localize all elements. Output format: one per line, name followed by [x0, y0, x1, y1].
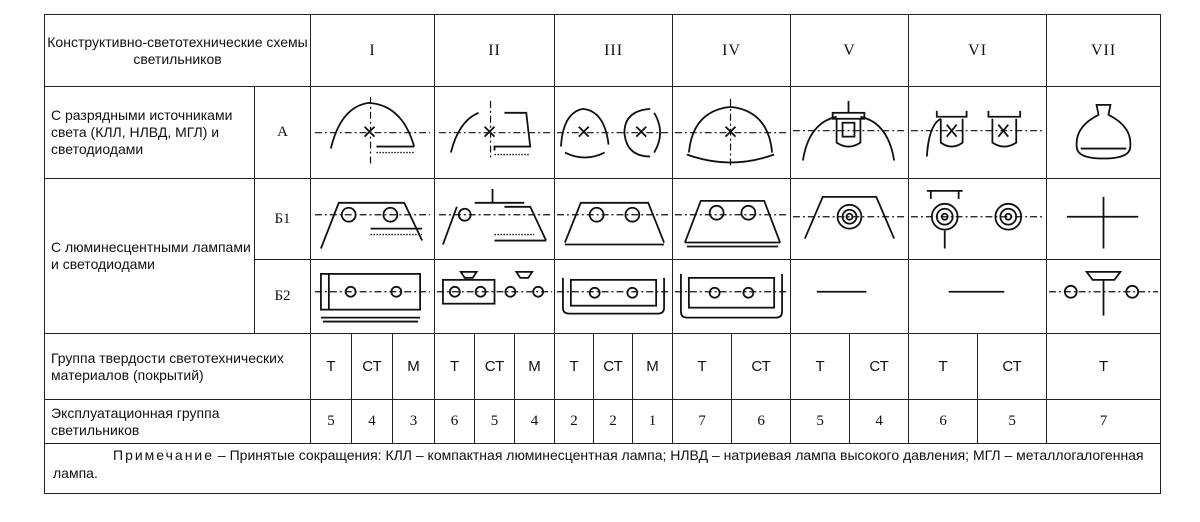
diagram-b2-vi: [909, 259, 1047, 333]
column-header-vi: VI: [909, 15, 1047, 87]
operational-value: 3: [393, 400, 435, 444]
hardness-value: Т: [311, 334, 352, 400]
column-header-ii: II: [435, 15, 555, 87]
hardness-value: М: [393, 334, 435, 400]
hardness-value: СТ: [732, 334, 791, 400]
column-header-vii: VII: [1047, 15, 1161, 87]
operational-value: 6: [435, 400, 475, 444]
diagram-a-iv: [673, 87, 791, 179]
row-code-b1: Б1: [255, 179, 311, 259]
hardness-value: Т: [791, 334, 850, 400]
diagram-b1-i: [311, 179, 435, 259]
diagram-b1-iv: [673, 179, 791, 259]
operational-value: 5: [311, 400, 352, 444]
hardness-value: СТ: [850, 334, 909, 400]
note-text: – Принятые сокращения: КЛЛ – компактная люминесцентная лампа; НЛВД – натриевая лампа высокого давления; МГЛ – металлогалогенная лампа.: [53, 447, 1144, 482]
note-cell: [45, 444, 1161, 494]
note-heading: Примечание: [113, 447, 215, 464]
diagram-b1-ii: [435, 179, 555, 259]
hardness-value: СТ: [475, 334, 515, 400]
diagram-b2-vii: [1047, 259, 1161, 333]
row-code-b2: Б2: [255, 259, 311, 333]
operational-value: 7: [1047, 400, 1161, 444]
classification-grid: [44, 14, 1161, 494]
operational-value: 4: [515, 400, 555, 444]
diagram-b1-vi: [909, 179, 1047, 259]
scheme-header-label: Конструктивно-светотехнические схемы светильников: [45, 15, 311, 87]
operational-value: 6: [732, 400, 791, 444]
hardness-value: Т: [435, 334, 475, 400]
diagram-b2-iii: [555, 259, 673, 333]
column-header-iii: III: [555, 15, 673, 87]
operational-value: 5: [475, 400, 515, 444]
hardness-value: Т: [1047, 334, 1161, 400]
hardness-value: СТ: [352, 334, 393, 400]
operational-value: 6: [909, 400, 978, 444]
operational-value: 2: [555, 400, 594, 444]
operational-value: 1: [633, 400, 673, 444]
diagram-b2-v: [791, 259, 909, 333]
hardness-value: Т: [909, 334, 978, 400]
operational-value: 7: [673, 400, 732, 444]
diagram-b2-i: [311, 259, 435, 333]
hardness-value: Т: [673, 334, 732, 400]
diagram-b2-ii: [435, 259, 555, 333]
discharge-row-label: С разрядными источниками света (КЛЛ, НЛВД, МГЛ) и светодиодами: [45, 87, 255, 179]
operational-value: 5: [791, 400, 850, 444]
diagram-a-i: [311, 87, 435, 179]
diagram-b1-vii: [1047, 179, 1161, 259]
row-code-a: А: [255, 87, 311, 179]
luminaire-classification-table: [44, 14, 1160, 492]
diagram-a-vii: [1047, 87, 1161, 179]
diagram-b2-iv: [673, 259, 791, 333]
operational-value: 5: [978, 400, 1047, 444]
fluorescent-row-label: С люминесцентными лампами и светодиодами: [45, 179, 255, 334]
diagram-a-ii: [435, 87, 555, 179]
hardness-value: СТ: [594, 334, 633, 400]
diagram-b1-v: [791, 179, 909, 259]
column-header-iv: IV: [673, 15, 791, 87]
diagram-a-iii: [555, 87, 673, 179]
hardness-value: М: [633, 334, 673, 400]
diagram-a-vi: [909, 87, 1047, 179]
diagram-b1-iii: [555, 179, 673, 259]
hardness-value: М: [515, 334, 555, 400]
hardness-value: Т: [555, 334, 594, 400]
diagram-a-v: [791, 87, 909, 179]
column-header-i: I: [311, 15, 435, 87]
hardness-value: СТ: [978, 334, 1047, 400]
operational-value: 4: [352, 400, 393, 444]
column-header-v: V: [791, 15, 909, 87]
operational-value: 2: [594, 400, 633, 444]
hardness-row-label: Группа твердости светотехнических материалов (покрытий): [45, 334, 311, 400]
operational-row-label: Эксплуатационная группа светильников: [45, 400, 311, 444]
operational-value: 4: [850, 400, 909, 444]
